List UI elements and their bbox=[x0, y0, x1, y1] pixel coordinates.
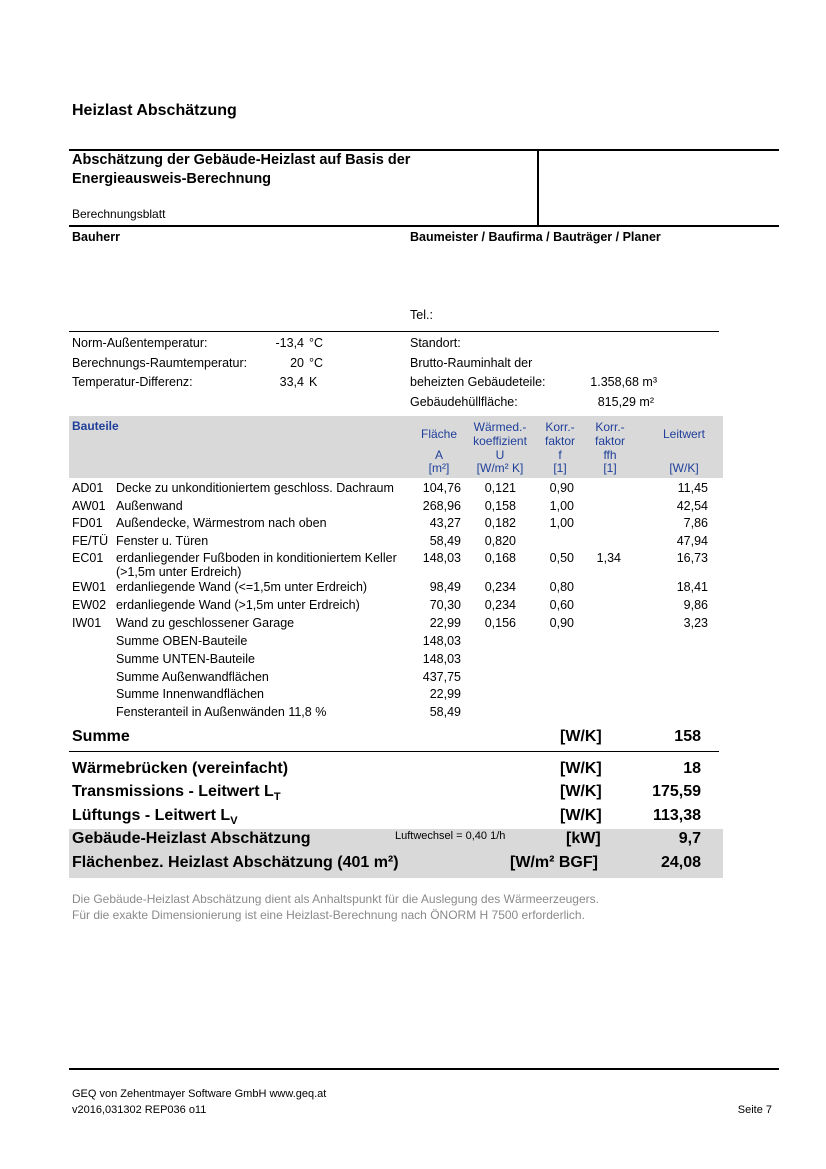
lueft-unit: [W/K] bbox=[560, 807, 602, 824]
brutto-label-2: beheizten Gebäudeteile: bbox=[410, 375, 546, 389]
parties-rule bbox=[69, 331, 719, 332]
diff-label: Temperatur-Differenz: bbox=[72, 375, 193, 389]
row-leitwert: 9,86 bbox=[683, 598, 708, 612]
huelle-value: 815,29 m² bbox=[597, 395, 654, 409]
diff-unit: K bbox=[309, 375, 318, 389]
row-korr-f: 1,00 bbox=[549, 516, 574, 530]
row-korr-f: 0,80 bbox=[549, 580, 574, 594]
row-u-value: 0,156 bbox=[484, 616, 516, 630]
luftwechsel-note: Luftwechsel = 0,40 1/h bbox=[395, 830, 506, 842]
room-temp-value: 20 bbox=[290, 356, 304, 370]
row-u-value: 0,820 bbox=[484, 534, 516, 548]
row-area: 104,76 bbox=[422, 481, 461, 495]
sum-label: Summe Innenwandflächen bbox=[116, 687, 265, 701]
norm-temp-label: Norm-Außentemperatur: bbox=[72, 336, 208, 350]
summe-label: Summe bbox=[72, 728, 130, 745]
box-bottom-rule bbox=[69, 225, 779, 227]
row-area: 268,96 bbox=[422, 499, 461, 513]
brutto-label-1: Brutto-Rauminhalt der bbox=[410, 356, 533, 370]
row-leitwert: 7,86 bbox=[683, 516, 708, 530]
row-korr-f: 1,00 bbox=[549, 499, 574, 513]
summe-unit: [W/K] bbox=[560, 728, 602, 745]
diff-value: 33,4 bbox=[279, 375, 304, 389]
row-description-2: (>1,5m unter Erdreich) bbox=[116, 565, 242, 579]
room-temp-unit: °C bbox=[309, 356, 324, 370]
footer-page: Seite 7 bbox=[737, 1104, 772, 1116]
flaechen-heizlast-label: Flächenbez. Heizlast Abschätzung (401 m²) bbox=[72, 854, 399, 871]
flaechen-heizlast-value: 24,08 bbox=[660, 854, 701, 871]
leitwert-header: Leitwert bbox=[662, 427, 706, 441]
heizlast-value: 9,7 bbox=[678, 830, 701, 847]
flaeche-unit: [m²] bbox=[428, 461, 450, 475]
lueft-label bbox=[72, 807, 238, 827]
row-leitwert: 18,41 bbox=[676, 580, 708, 594]
row-description: Decke zu unkonditioniertem geschloss. Dachraum bbox=[116, 481, 394, 495]
row-code: AW01 bbox=[72, 499, 106, 513]
row-leitwert: 11,45 bbox=[677, 481, 708, 495]
flaechen-heizlast-unit: [W/m² BGF] bbox=[510, 854, 598, 871]
flaeche-sym: A bbox=[434, 448, 443, 462]
lueft-sub: V bbox=[230, 815, 238, 828]
korr-header-1: Korr.- bbox=[545, 420, 575, 434]
row-area: 58,49 bbox=[429, 534, 461, 548]
row-korr-ffh: 1,34 bbox=[596, 551, 621, 565]
row-description: Außenwand bbox=[116, 499, 183, 513]
sum-value: 437,75 bbox=[422, 670, 461, 684]
sum-label: Summe OBEN-Bauteile bbox=[116, 634, 248, 648]
heizlast-unit: [kW] bbox=[566, 830, 601, 847]
box-top-rule bbox=[69, 149, 779, 151]
row-u-value: 0,182 bbox=[484, 516, 516, 530]
wb-unit: [W/K] bbox=[560, 760, 602, 777]
planer-label: Baumeister / Baufirma / Bauträger / Planer bbox=[410, 230, 661, 244]
note-line-1: Die Gebäude-Heizlast Abschätzung dient als Anhaltspunkt für die Auslegung des Wärmeerzeugers. bbox=[72, 892, 599, 906]
trans-sub: T bbox=[273, 791, 281, 804]
row-code: EW01 bbox=[72, 580, 107, 594]
row-code: IW01 bbox=[72, 616, 102, 630]
huelle-label: Gebäudehüllfläche: bbox=[410, 395, 518, 409]
heizlast-label: Gebäude-Heizlast Abschätzung bbox=[72, 830, 311, 847]
row-leitwert: 42,54 bbox=[676, 499, 708, 513]
row-area: 43,27 bbox=[429, 516, 461, 530]
lueft-label-text: Lüftungs - Leitwert L bbox=[72, 807, 231, 824]
norm-temp-value: -13,4 bbox=[275, 336, 304, 350]
row-area: 148,03 bbox=[422, 551, 461, 565]
box-subtitle: Berechnungsblatt bbox=[72, 207, 166, 221]
standort-label: Standort: bbox=[410, 336, 461, 350]
row-description: Wand zu geschlossener Garage bbox=[116, 616, 295, 630]
row-code: FD01 bbox=[72, 516, 103, 530]
waerme-unit: [W/m² K] bbox=[476, 461, 524, 475]
footer-version: v2016,031302 REP036 o11 bbox=[72, 1104, 207, 1116]
row-leitwert: 47,94 bbox=[676, 534, 708, 548]
sum-label: Fensteranteil in Außenwänden 11,8 % bbox=[116, 705, 327, 719]
row-code: FE/TÜ bbox=[72, 534, 109, 548]
korr2-header-1: Korr.- bbox=[595, 420, 625, 434]
note-line-2: Für die exakte Dimensionierung ist eine Heizlast-Berechnung nach ÖNORM H 7500 erforderlich. bbox=[72, 908, 585, 922]
summe-value: 158 bbox=[674, 728, 701, 745]
flaeche-header: Fläche bbox=[420, 427, 458, 441]
waerme-header-1: Wärmed.- bbox=[473, 420, 527, 434]
tel-label: Tel.: bbox=[410, 308, 433, 322]
box-title-line2: Energieausweis-Berechnung bbox=[72, 171, 272, 187]
row-area: 98,49 bbox=[429, 580, 461, 594]
row-description: Außendecke, Wärmestrom nach oben bbox=[116, 516, 327, 530]
footer-rule bbox=[69, 1068, 779, 1070]
row-description: erdanliegender Fußboden in konditioniertem Keller bbox=[116, 551, 397, 565]
row-code: EC01 bbox=[72, 551, 104, 565]
wb-label: Wärmebrücken (vereinfacht) bbox=[72, 760, 289, 777]
row-u-value: 0,158 bbox=[484, 499, 516, 513]
row-u-value: 0,121 bbox=[484, 481, 516, 495]
leitwert-unit: [W/K] bbox=[669, 461, 699, 475]
sum-value: 148,03 bbox=[422, 652, 461, 666]
row-area: 22,99 bbox=[429, 616, 461, 630]
korr-header-2: faktor bbox=[544, 434, 575, 448]
waerme-sym: U bbox=[495, 448, 505, 462]
row-area: 70,30 bbox=[429, 598, 461, 612]
page-title: Heizlast Abschätzung bbox=[72, 102, 237, 119]
row-code: EW02 bbox=[72, 598, 107, 612]
wb-value: 18 bbox=[683, 760, 701, 777]
row-code: AD01 bbox=[72, 481, 104, 495]
sum-value: 22,99 bbox=[429, 687, 461, 701]
row-korr-f: 0,50 bbox=[549, 551, 574, 565]
korr2-sym: ffh bbox=[603, 448, 617, 462]
footer-company: GEQ von Zehentmayer Software GmbH www.geq.at bbox=[72, 1088, 327, 1100]
norm-temp-unit: °C bbox=[309, 336, 324, 350]
trans-label-text: Transmissions - Leitwert L bbox=[72, 783, 274, 800]
bauteile-header: Bauteile bbox=[72, 419, 119, 433]
row-korr-f: 0,60 bbox=[549, 598, 574, 612]
row-korr-f: 0,90 bbox=[549, 481, 574, 495]
brutto-value: 1.358,68 m³ bbox=[590, 375, 657, 389]
row-description: Fenster u. Türen bbox=[116, 534, 209, 548]
summe-rule bbox=[69, 751, 719, 752]
korr-unit: [1] bbox=[553, 461, 567, 475]
sum-value: 148,03 bbox=[422, 634, 461, 648]
row-u-value: 0,234 bbox=[484, 580, 516, 594]
row-korr-f: 0,90 bbox=[549, 616, 574, 630]
sum-label: Summe UNTEN-Bauteile bbox=[116, 652, 255, 666]
box-title-line1: Abschätzung der Gebäude-Heizlast auf Basis der bbox=[72, 152, 411, 168]
sum-value: 58,49 bbox=[429, 705, 461, 719]
korr2-unit: [1] bbox=[603, 461, 617, 475]
row-u-value: 0,168 bbox=[484, 551, 516, 565]
room-temp-label: Berechnungs-Raumtemperatur: bbox=[72, 356, 248, 370]
korr2-header-2: faktor bbox=[594, 434, 625, 448]
row-leitwert: 3,23 bbox=[683, 616, 708, 630]
trans-unit: [W/K] bbox=[560, 783, 602, 800]
waerme-header-2: koeffizient bbox=[473, 434, 527, 448]
korr-sym: f bbox=[558, 448, 562, 462]
bauherr-label: Bauherr bbox=[72, 230, 120, 244]
box-divider bbox=[537, 150, 539, 226]
lueft-value: 113,38 bbox=[652, 807, 701, 824]
row-description: erdanliegende Wand (>1,5m unter Erdreich) bbox=[116, 598, 360, 612]
trans-value: 175,59 bbox=[652, 783, 701, 800]
trans-label bbox=[72, 783, 281, 803]
sum-label: Summe Außenwandflächen bbox=[116, 670, 269, 684]
row-u-value: 0,234 bbox=[484, 598, 516, 612]
row-leitwert: 16,73 bbox=[676, 551, 708, 565]
row-description: erdanliegende Wand (<=1,5m unter Erdreich) bbox=[116, 580, 368, 594]
